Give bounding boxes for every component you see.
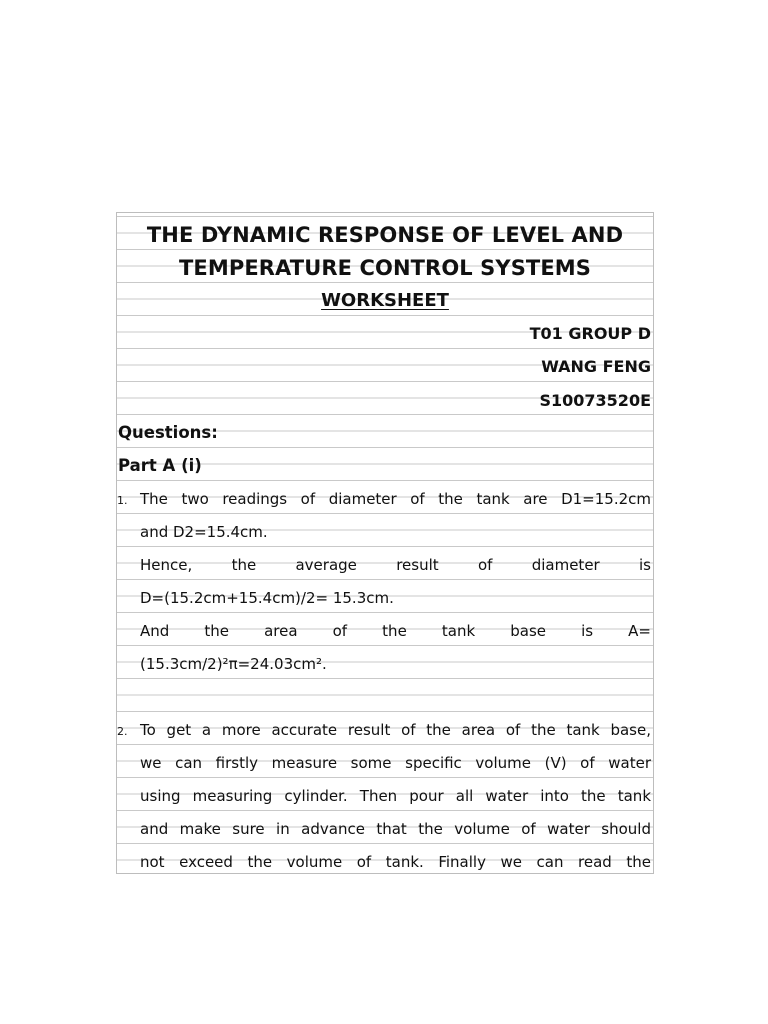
item-text-line: and make sure in advance that the volume of water should (140, 820, 651, 838)
item-number: 1. (117, 494, 128, 507)
group-label: T01 GROUP D (529, 324, 651, 343)
item-text-line: D=(15.2cm+15.4cm)/2= 15.3cm. (140, 589, 394, 607)
document-title-line-1: THE DYNAMIC RESPONSE OF LEVEL AND (146, 223, 624, 247)
item-text-line: And the area of the tank base is A= (140, 622, 651, 640)
item-text-line: (15.3cm/2)²π=24.03cm². (140, 655, 327, 673)
questions-heading: Questions: (118, 423, 218, 442)
document-subtitle: WORKSHEET (321, 290, 449, 311)
document-title-line-2: TEMPERATURE CONTROL SYSTEMS (178, 256, 592, 280)
item-text-line: and D2=15.4cm. (140, 523, 268, 541)
item-text-line: not exceed the volume of tank. Finally we can read the (140, 853, 651, 871)
student-id: S10073520E (539, 391, 651, 410)
author-name: WANG FENG (541, 357, 651, 376)
item-text-line: using measuring cylinder. Then pour all water into the tank (140, 787, 651, 805)
item-text-line: The two readings of diameter of the tank are D1=15.2cm (140, 490, 651, 508)
item-text-line: we can firstly measure some specific volume (V) of water (140, 754, 651, 772)
part-heading: Part A (i) (118, 456, 202, 475)
item-text-line: To get a more accurate result of the area of the tank base, (140, 721, 651, 739)
item-number: 2. (117, 725, 128, 738)
item-text-line: Hence, the average result of diameter is (140, 556, 651, 574)
worksheet-page (116, 212, 654, 874)
